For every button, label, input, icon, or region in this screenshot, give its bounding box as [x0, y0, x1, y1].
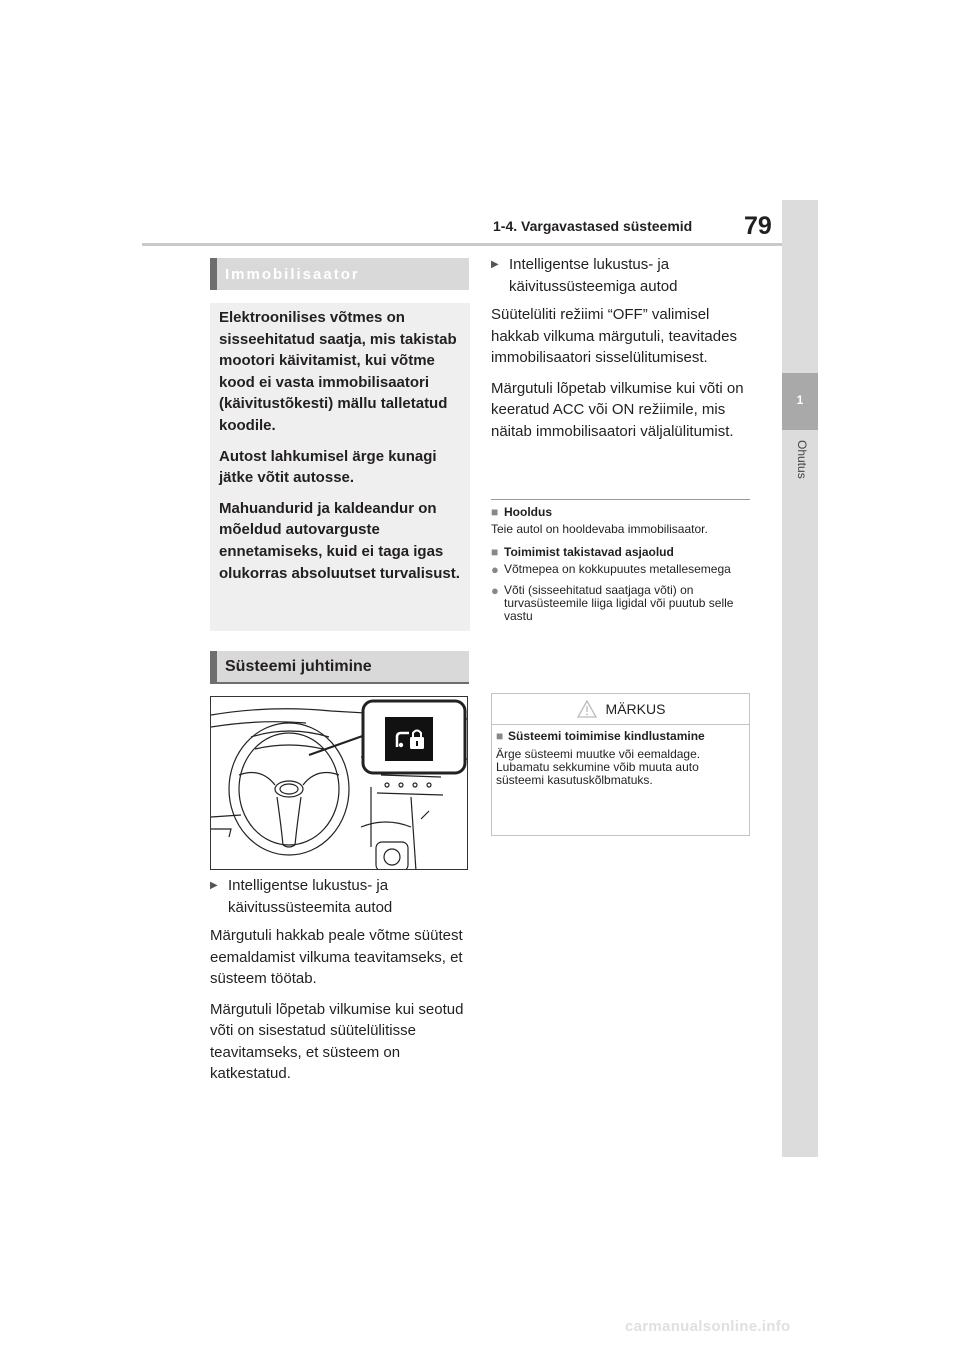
notes-section	[491, 506, 751, 631]
notice-subtitle-row	[496, 730, 745, 743]
triangle-right-icon: ▶	[491, 259, 499, 270]
conditions-heading	[491, 546, 751, 559]
notice-subtitle: Süsteemi toimimise kindlustamine	[508, 729, 705, 743]
notice-text: Ärge süsteemi muutke või eemaldage. Lubamatu sekkumine võib muuta auto süsteemi kasutuskõlbmatuks.	[496, 747, 701, 787]
square-bullet-icon: ■	[496, 729, 504, 743]
dashboard-illustration	[210, 696, 468, 870]
immobiliser-heading-text: Immobilisaator	[225, 265, 360, 283]
notice-body	[492, 725, 749, 787]
page-number: 79	[744, 212, 772, 240]
info-paragraph: Autost lahkumisel ärge kunagi jätke võtit autosse.	[219, 447, 437, 487]
list-item	[210, 875, 475, 918]
body-paragraph: Süütelüliti režiimi “OFF” valimisel hakkab vilkuma märgutuli, teavitades immobilisaatori sisselülitumisest.	[491, 306, 737, 366]
condition-text: Võtmepea on kokkupuutes metallesemega	[504, 562, 731, 576]
list-item	[491, 254, 756, 297]
warning-triangle-icon	[576, 699, 598, 719]
circle-bullet-icon: ●	[491, 562, 499, 577]
without-smart-key-bullet: Intelligentse lukustus- ja käivitussüsteemita autod	[228, 877, 393, 916]
maintenance-text: Teie autol on hooldevaba immobilisaator.	[491, 522, 708, 536]
without-smart-key-section	[210, 875, 475, 1094]
triangle-right-icon: ▶	[210, 880, 218, 891]
square-bullet-icon: ■	[491, 505, 499, 519]
info-paragraph: Elektroonilises võtmes on sisseehitatud saatja, mis takistab mootori käivitamist, kui võtme kood ei vasta immobilisaatori (käivitustõkesti) mällu talletatud koodile.	[219, 309, 457, 434]
chapter-label: Ohutus	[795, 440, 809, 479]
maintenance-title: Hooldus	[504, 505, 552, 519]
conditions-title: Toimimist takistavad asjaolud	[504, 545, 674, 559]
dashboard-drawing	[211, 697, 468, 870]
notice-title: MÄRKUS	[605, 701, 666, 717]
condition-text: Võti (sisseehitatud saatjaga võti) on turvasüsteemile liiga ligidal või puutub selle vastu	[504, 583, 734, 623]
system-control-heading	[210, 651, 469, 684]
with-smart-key-section	[491, 254, 756, 451]
notice-box	[491, 693, 750, 836]
chapter-number: 1	[796, 393, 804, 407]
maintenance-heading	[491, 506, 751, 519]
header-divider	[142, 243, 782, 246]
notes-divider	[491, 499, 750, 500]
list-item	[491, 584, 751, 623]
square-bullet-icon: ■	[491, 545, 499, 559]
info-paragraph: Mahuandurid ja kaldeandur on mõeldud autovarguste ennetamiseks, kuid ei taga igas olukorras absoluutset turvalisust.	[219, 499, 460, 582]
immobiliser-heading	[210, 258, 469, 290]
chapter-side-strip	[782, 200, 818, 1157]
body-paragraph: Märgutuli lõpetab vilkumise kui seotud võti on sisestatud süütelülitisse teavitamseks, et süsteem on katkestatud.	[210, 1000, 464, 1082]
circle-bullet-icon: ●	[491, 583, 499, 598]
with-smart-key-bullet: Intelligentse lukustus- ja käivitussüsteemiga autod	[509, 256, 678, 295]
section-title: 1-4. Vargavastased süsteemid	[493, 218, 693, 234]
system-control-heading-text: Süsteemi juhtimine	[225, 657, 372, 675]
notice-header	[492, 694, 749, 725]
list-item	[491, 563, 751, 576]
body-paragraph: Märgutuli hakkab peale võtme süütest eemaldamist vilkuma teavitamseks, et süsteem töötab.	[210, 927, 463, 987]
immobiliser-info-box	[210, 303, 470, 631]
body-paragraph: Märgutuli lõpetab vilkumise kui võti on keeratud ACC või ON režiimile, mis näitab immobilisaatori väljalülitumist.	[491, 379, 744, 440]
watermark-text: carmanualsonline.info	[625, 1318, 791, 1335]
